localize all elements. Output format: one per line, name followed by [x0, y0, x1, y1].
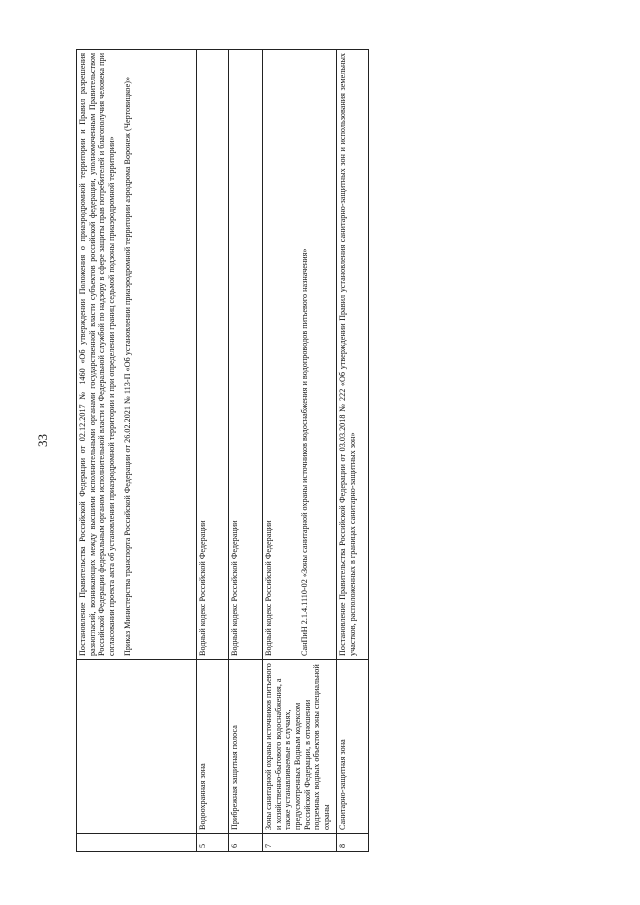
documents-cell: [229, 50, 263, 660]
row-number-cell: 5: [197, 834, 229, 852]
table-row: [337, 50, 369, 852]
document-text: Постановление Правительства Российской Федерации от 02.12.2017 № 1460 «Об утверждении Положения о приаэродромной территории и Правил разрешения разногласий, возникающих между высшими исполнительными органами государственной власти субъектов российской федерации, уполномоченным Правительством Российской Федерации федеральным органом исполнительной власти и Федеральной службой по надзору в сфере защиты прав потребителей и благополучия человека при согласовании проекта акта об установлении приаэродромной территории и при определении границ седьмой подзоны приаэродромной территории»: [78, 53, 117, 656]
documents-cell: [263, 50, 337, 660]
zone-name-cell: [77, 660, 197, 834]
document-text: Водный кодекс Российской Федерации: [230, 520, 239, 656]
zones-table: [76, 49, 369, 852]
zone-name-cell: Водоохранная зона: [197, 660, 229, 834]
table-row: [197, 50, 229, 852]
document-text: Водный кодекс Российской Федерации: [264, 520, 273, 656]
zone-name-cell: Прибрежная защитная полоса: [229, 660, 263, 834]
document-text: Водный кодекс Российской Федерации: [198, 520, 207, 656]
document-text: СанПиН 2.1.4.1110-02 «Зоны санитарной охраны источников водоснабжения и водопроводов питьевого назначения»: [299, 248, 309, 656]
table-row: [229, 50, 263, 852]
table-row: [77, 50, 197, 852]
documents-cell: [77, 50, 197, 660]
rotated-table-container: [76, 50, 368, 852]
documents-cell: [337, 50, 369, 660]
row-number-cell: 6: [229, 834, 263, 852]
document-text: Постановление Правительства Российской Федерации от 03.03.2018 № 222 «Об утверждении Правил установления санитарно-защитных зон и использования земельных участков, расположенных в границах санитарно-защитных зон»: [338, 53, 357, 656]
documents-cell: [197, 50, 229, 660]
page-number: 33: [35, 434, 50, 447]
spacer: [280, 53, 300, 656]
row-number-cell: [77, 834, 197, 852]
zone-name-cell: Санитарно-защитная зона: [337, 660, 369, 834]
table-row: [263, 50, 337, 852]
row-number-cell: 7: [263, 834, 337, 852]
document-text: Приказ Министерства транспорта Российской Федерации от 26.02.2021 № 113-П «Об установлении приаэродромной территории аэродрома Воронеж (Чертовицкое)»: [122, 76, 132, 656]
row-number-cell: 8: [337, 834, 369, 852]
zone-name-cell: Зоны санитарной охраны источников питьевого и хозяйственно-бытового водоснабжения, а также устанавливаемые в случаях, предусмотренных Водным кодексом Российской Федерации, в отношении подземных водных объектов зоны специальной охраны: [263, 660, 337, 834]
